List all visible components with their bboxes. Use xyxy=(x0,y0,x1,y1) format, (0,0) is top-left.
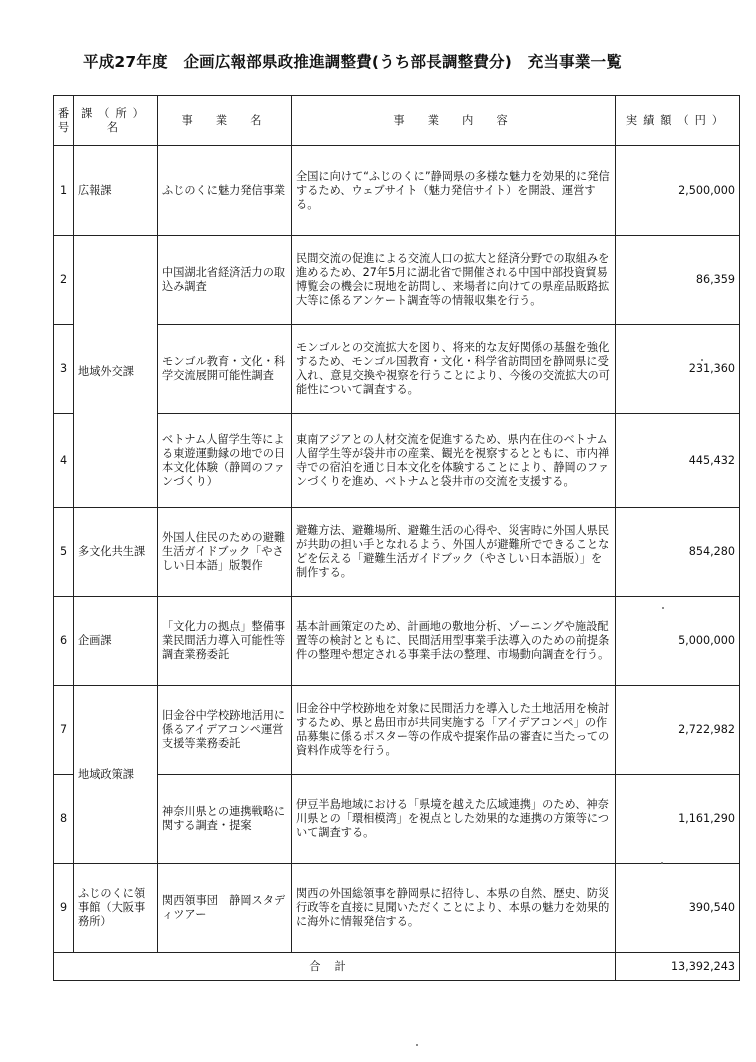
project-content: 民間交流の促進による交流人口の拡大と経済分野での取組みを進めるため、27年5月に湖北省で開催される中国中部投資貿易博覧会の機会に現地を訪問し、来場者に向けての県産品販路拡大等に係るアンケート調査等の情報収集を行う。 xyxy=(292,236,616,325)
table-row xyxy=(54,864,740,953)
project-name: ベトナム人留学生等による東遊運動縁の地での日本文化体験（静岡のファンづくり） xyxy=(158,414,292,508)
amount-cell: 854,280 xyxy=(616,508,740,597)
project-name: ふじのくに魅力発信事業 xyxy=(158,146,292,236)
dept-cell: 企画課 xyxy=(74,597,158,686)
project-table xyxy=(53,95,740,981)
row-no: 7 xyxy=(54,686,74,775)
table-row xyxy=(54,508,740,597)
amount-cell: 2,500,000 xyxy=(616,146,740,236)
project-content: モンゴルとの交流拡大を図り、将来的な友好関係の基盤を強化するため、モンゴル国教育・文化・科学省訪問団を静岡県に受入れ、意見交換や視察を行うことにより、今後の交流拡大の可能性について調査する。 xyxy=(292,325,616,414)
project-name: モンゴル教育・文化・科学交流展開可能性調査 xyxy=(158,325,292,414)
header-no: 番号 xyxy=(54,96,74,146)
row-no: 5 xyxy=(54,508,74,597)
row-no: 4 xyxy=(54,414,74,508)
total-label: 合計 xyxy=(54,953,616,981)
project-content: 東南アジアとの人材交流を促進するため、県内在住のベトナム人留学生等が袋井市の産業、観光を視察するとともに、市内禅寺での宿泊を通じ日本文化を体験することにより、静岡のファンづくりを進め、ベトナムと袋井市の交流を支援する。 xyxy=(292,414,616,508)
project-content: 旧金谷中学校跡地を対象に民間活力を導入した土地活用を検討するため、県と島田市が共同実施する「アイデアコンペ」の作品募集に係るポスター等の作成や提案作品の審査に当たっての資料作成等を行う。 xyxy=(292,686,616,775)
table-row xyxy=(54,597,740,686)
total-row xyxy=(54,953,740,981)
project-content: 伊豆半島地域における「県境を越えた広域連携」のため、神奈川県との「環相模湾」を視点とした効果的な連携の方策等について調査する。 xyxy=(292,775,616,864)
amount-cell: 1,161,290 xyxy=(616,775,740,864)
project-name: 神奈川県との連携戦略に関する調査・提案 xyxy=(158,775,292,864)
scan-speck xyxy=(662,607,664,609)
dept-cell: 地域外交課 xyxy=(74,236,158,508)
header-amount: 実績額（円） xyxy=(616,96,740,146)
total-amount: 13,392,243 xyxy=(616,953,740,981)
dept-cell: 多文化共生課 xyxy=(74,508,158,597)
amount-cell: 5,000,000 xyxy=(616,597,740,686)
project-content: 全国に向けて“ふじのくに”静岡県の多様な魅力を効果的に発信するため、ウェブサイト（魅力発信サイト）を開設、運営する。 xyxy=(292,146,616,236)
row-no: 3 xyxy=(54,325,74,414)
project-name: 中国湖北省経済活力の取込み調査 xyxy=(158,236,292,325)
project-name: 関西領事団 静岡スタディツアー xyxy=(158,864,292,953)
dept-cell: ふじのくに領事館（大阪事務所） xyxy=(74,864,158,953)
table-row xyxy=(54,686,740,775)
dept-cell: 地域政策課 xyxy=(74,686,158,864)
row-no: 2 xyxy=(54,236,74,325)
amount-cell: 445,432 xyxy=(616,414,740,508)
row-no: 1 xyxy=(54,146,74,236)
header-dept: 課（所）名 xyxy=(74,96,158,146)
header-project: 事 業 名 xyxy=(158,96,292,146)
header-content: 事 業 内 容 xyxy=(292,96,616,146)
project-content: 関西の外国総領事を静岡県に招待し、本県の自然、歴史、防災行政等を直接に見聞いただくことにより、本県の魅力を効果的に海外に情報発信する。 xyxy=(292,864,616,953)
dept-cell: 広報課 xyxy=(74,146,158,236)
row-no: 8 xyxy=(54,775,74,864)
scan-speck xyxy=(416,1044,418,1046)
row-no: 6 xyxy=(54,597,74,686)
amount-cell: 86,359 xyxy=(616,236,740,325)
table-header-row xyxy=(54,96,740,146)
amount-cell: 2,722,982 xyxy=(616,686,740,775)
row-no: 9 xyxy=(54,864,74,953)
project-name: 旧金谷中学校跡地活用に係るアイデアコンペ運営支援等業務委託 xyxy=(158,686,292,775)
table-row xyxy=(54,236,740,325)
project-name: 外国人住民のための避難生活ガイドブック「やさしい日本語」版製作 xyxy=(158,508,292,597)
project-content: 基本計画策定のため、計画地の敷地分析、ゾーニングや施設配置等の検討とともに、民間活用型事業手法導入のための前提条件の整理や想定される事業手法の整理、市場動向調査を行う。 xyxy=(292,597,616,686)
project-content: 避難方法、避難場所、避難生活の心得や、災害時に外国人県民が共助の担い手となれるよう、外国人が避難所でできることなどを伝える「避難生活ガイドブック（やさしい日本語版）」を制作する。 xyxy=(292,508,616,597)
amount-cell: 390,540 xyxy=(616,864,740,953)
amount-cell: 231,360 xyxy=(616,325,740,414)
scan-speck xyxy=(701,359,703,361)
project-name: 「文化力の拠点」整備事業民間活力導入可能性等調査業務委託 xyxy=(158,597,292,686)
page-title: 平成27年度 企画広報部県政推進調整費(うち部長調整費分) 充当事業一覧 xyxy=(83,53,622,71)
table-row xyxy=(54,146,740,236)
scan-speck xyxy=(661,862,663,864)
